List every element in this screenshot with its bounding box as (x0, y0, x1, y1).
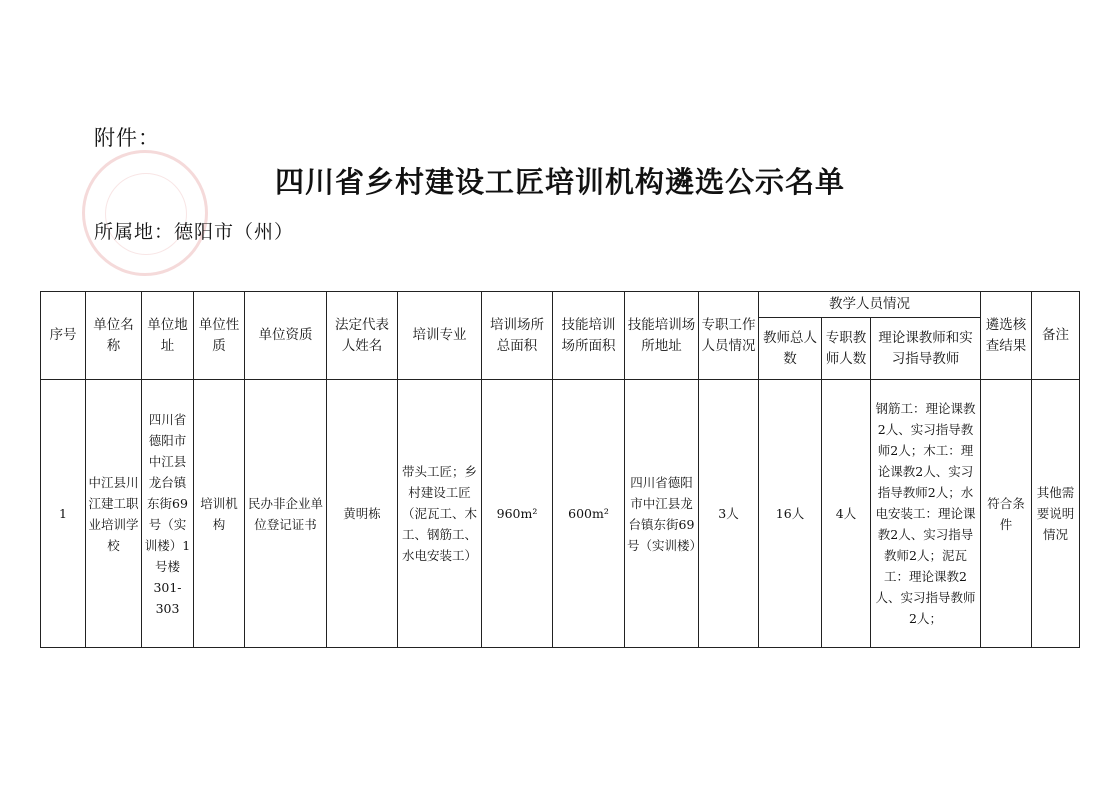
cell-unit-name: 中江县川江建工职业培训学校 (86, 380, 142, 648)
header-unit-name: 单位名称 (86, 292, 142, 380)
cell-seq: 1 (41, 380, 86, 648)
attachment-label: 附件： (94, 126, 160, 150)
region-label: 所属地：德阳市（州） (94, 221, 295, 243)
header-fulltime-teachers: 专职教师人数 (822, 318, 871, 380)
header-unit-qualification: 单位资质 (245, 292, 327, 380)
cell-selection-result: 符合条件 (981, 380, 1032, 648)
cell-legal-rep: 黄明栋 (327, 380, 398, 648)
cell-theory-practice-teachers: 钢筋工：理论课教2人、实习指导教师2人；木工：理论课教2人、实习指导教师2人；水电安装工：理论课教2人、实习指导教师2人；泥瓦工：理论课教2人、实习指导教师2人； (871, 380, 981, 648)
header-training-major: 培训专业 (398, 292, 482, 380)
cell-fulltime-teachers: 4人 (822, 380, 871, 648)
cell-notes: 其他需要说明情况 (1032, 380, 1080, 648)
cell-unit-qualification: 民办非企业单位登记证书 (245, 380, 327, 648)
header-training-total-area: 培训场所总面积 (482, 292, 553, 380)
cell-total-teachers: 16人 (759, 380, 822, 648)
header-legal-rep: 法定代表人姓名 (327, 292, 398, 380)
cell-training-total-area: 960m² (482, 380, 553, 648)
header-unit-nature: 单位性质 (194, 292, 245, 380)
header-teaching-staff-group: 教学人员情况 (759, 292, 981, 318)
header-skill-training-address: 技能培训场所地址 (625, 292, 699, 380)
header-selection-result: 遴选核查结果 (981, 292, 1032, 380)
table-row (41, 380, 1080, 648)
header-unit-address: 单位地址 (142, 292, 194, 380)
header-notes: 备注 (1032, 292, 1080, 380)
cell-unit-nature: 培训机构 (194, 380, 245, 648)
header-total-teachers: 教师总人数 (759, 318, 822, 380)
header-skill-training-area: 技能培训场所面积 (553, 292, 625, 380)
header-row-1 (41, 292, 1080, 318)
cell-training-major: 带头工匠；乡村建设工匠（泥瓦工、木工、钢筋工、水电安装工） (398, 380, 482, 648)
header-seq: 序号 (41, 292, 86, 380)
cell-fulltime-staff: 3人 (699, 380, 759, 648)
header-theory-practice-teachers: 理论课教师和实习指导教师 (871, 318, 981, 380)
institution-table (40, 291, 1080, 648)
cell-skill-training-area: 600m² (553, 380, 625, 648)
cell-unit-address: 四川省德阳市中江县龙台镇东街69号（实训楼）1号楼301-303 (142, 380, 194, 648)
header-fulltime-staff: 专职工作人员情况 (699, 292, 759, 380)
cell-skill-training-address: 四川省德阳市中江县龙台镇东街69号（实训楼） (625, 380, 699, 648)
page-title: 四川省乡村建设工匠培训机构遴选公示名单 (274, 165, 845, 199)
